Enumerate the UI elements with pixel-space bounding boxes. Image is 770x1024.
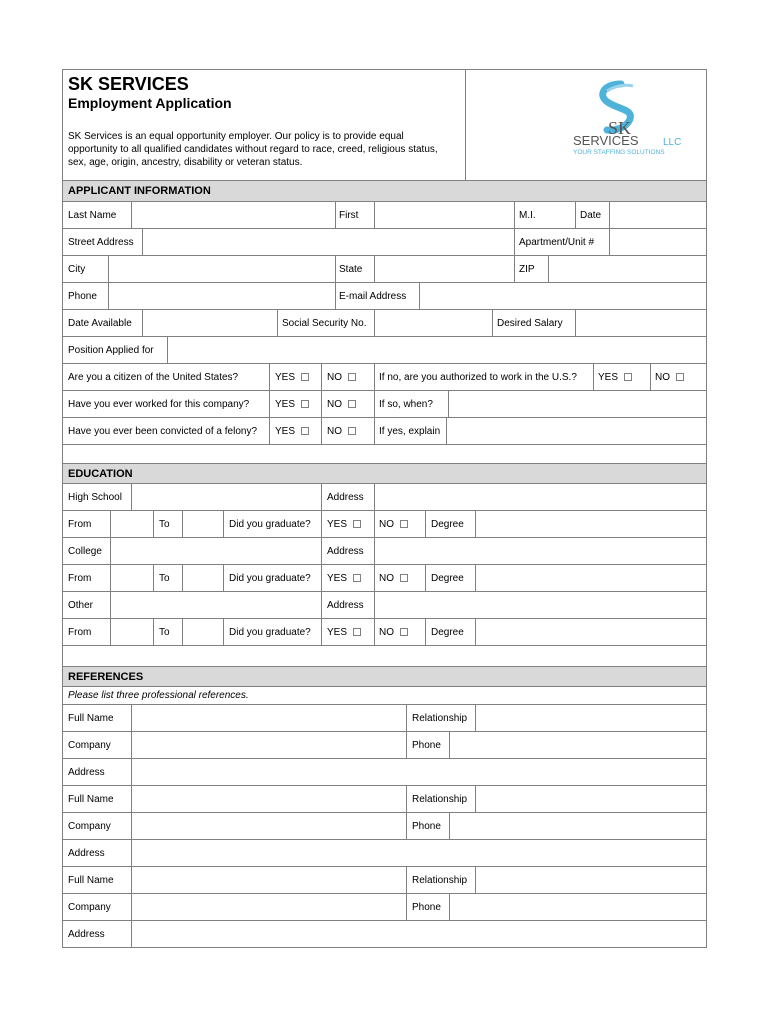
other-school-row [63,591,706,618]
other-school-field[interactable] [111,592,321,618]
checkbox[interactable] [301,400,309,408]
college-row [63,537,706,564]
authorized-yes-option[interactable] [598,364,632,390]
state-label: State [339,263,363,275]
yes-label: YES [327,518,348,530]
worked-row [63,390,706,417]
logo-tagline: YOUR STAFFING SOLUTIONS [573,149,665,156]
form-header [63,70,706,180]
checkbox[interactable] [400,520,408,528]
salary-field[interactable] [576,310,706,336]
company-field[interactable] [132,894,406,920]
form-title: Employment Application [68,95,232,111]
to-field[interactable] [183,619,223,645]
relationship-field[interactable] [476,867,706,893]
checkbox[interactable] [400,574,408,582]
full-name-label: Full Name [68,874,114,886]
checkbox[interactable] [353,628,361,636]
no-label: NO [379,572,394,584]
email-field[interactable] [420,283,706,309]
full-name-field[interactable] [132,705,406,731]
position-label: Position Applied for [68,344,154,356]
to-label: To [159,626,170,638]
address-label: Address [68,928,105,940]
to-field[interactable] [183,565,223,591]
yes-label: YES [327,572,348,584]
address-label: Address [68,847,105,859]
zip-label: ZIP [519,263,535,275]
checkbox[interactable] [348,373,356,381]
applicant-heading: APPLICANT INFORMATION [68,185,211,197]
checkbox[interactable] [301,373,309,381]
checkbox[interactable] [624,373,632,381]
phone-label: Phone [412,901,441,913]
from-label: From [68,626,92,638]
graduate-yes-option[interactable] [327,619,361,645]
phone-label: Phone [68,290,97,302]
mi-label: M.I. [519,209,536,221]
references-note-row [63,686,706,704]
college-label: College [68,545,102,557]
worked-yes-option[interactable] [275,391,309,417]
from-field[interactable] [111,565,153,591]
reference-1-address-row [63,758,706,785]
no-label: NO [327,425,342,437]
spacer [63,645,706,666]
full-name-label: Full Name [68,712,114,724]
checkbox[interactable] [676,373,684,381]
graduate-yes-option[interactable] [327,565,361,591]
checkbox[interactable] [353,520,361,528]
citizen-yes-option[interactable] [275,364,309,390]
explain-label: If yes, explain [379,425,441,437]
date-label: Date [580,209,602,221]
date-field[interactable] [610,202,706,228]
checkbox[interactable] [301,427,309,435]
high-school-dates-row [63,510,706,537]
phone-label: Phone [412,820,441,832]
spacer [63,444,706,463]
college-dates-row [63,564,706,591]
other-label: Other [68,599,94,611]
city-label: City [68,263,86,275]
ssn-field[interactable] [375,310,492,336]
address-label: Address [327,491,364,503]
no-label: NO [327,371,342,383]
relationship-label: Relationship [412,793,468,805]
relationship-label: Relationship [412,874,468,886]
ssn-label: Social Security No. [282,317,367,329]
last-name-label: Last Name [68,209,117,221]
checkbox[interactable] [348,400,356,408]
from-label: From [68,518,92,530]
degree-field[interactable] [476,619,706,645]
address-field[interactable] [132,840,706,866]
zip-field[interactable] [549,256,706,282]
to-field[interactable] [183,511,223,537]
apt-label: Apartment/Unit # [519,236,595,248]
city-field[interactable] [109,256,335,282]
no-label: NO [655,371,670,383]
logo-suffix: LLC [663,137,682,148]
college-field[interactable] [111,538,321,564]
high-school-label: High School [68,491,122,503]
date-available-label: Date Available [68,317,132,329]
checkbox[interactable] [353,574,361,582]
graduate-yes-option[interactable] [327,511,361,537]
full-name-label: Full Name [68,793,114,805]
authorized-question: If no, are you authorized to work in the U.S.? [379,371,577,383]
relationship-label: Relationship [412,712,468,724]
availability-row [63,309,706,336]
high-school-field[interactable] [132,484,321,510]
citizen-no-option[interactable] [327,364,356,390]
relationship-field[interactable] [476,786,706,812]
when-field[interactable] [449,391,706,417]
address-label: Address [327,599,364,611]
reference-3-name-row [63,866,706,893]
position-row [63,336,706,363]
reference-1-company-row [63,731,706,758]
phone-field[interactable] [450,894,706,920]
graduate-question: Did you graduate? [229,572,311,584]
felony-question: Have you ever been convicted of a felony? [68,425,258,437]
relationship-field[interactable] [476,705,706,731]
no-label: NO [379,626,394,638]
company-title: SK SERVICES [68,74,189,94]
date-available-field[interactable] [143,310,277,336]
company-label: Company [68,901,111,913]
sk-services-logo [563,76,708,156]
reference-1-name-row [63,704,706,731]
graduate-no-option[interactable] [379,511,408,537]
reference-2-address-row [63,839,706,866]
felony-row [63,417,706,444]
logo-mark: SK [608,118,632,138]
yes-label: YES [275,425,296,437]
references-section-header [63,666,706,686]
apt-field[interactable] [610,229,706,255]
explain-field[interactable] [447,418,706,444]
when-label: If so, when? [379,398,433,410]
worked-question: Have you ever worked for this company? [68,398,250,410]
graduate-question: Did you graduate? [229,518,311,530]
felony-yes-option[interactable] [275,418,309,444]
application-form [62,69,707,948]
first-name-field[interactable] [375,202,514,228]
phone-label: Phone [412,739,441,751]
graduate-question: Did you graduate? [229,626,311,638]
worked-no-option[interactable] [327,391,356,417]
logo-name: SERVICES [573,133,639,148]
full-name-field[interactable] [132,786,406,812]
company-field[interactable] [132,732,406,758]
degree-field[interactable] [476,565,706,591]
education-section-header [63,463,706,483]
street-field[interactable] [143,229,514,255]
company-field[interactable] [132,813,406,839]
phone-field[interactable] [450,732,706,758]
from-field[interactable] [111,619,153,645]
salary-label: Desired Salary [497,317,563,329]
phone-field[interactable] [450,813,706,839]
email-label: E-mail Address [339,290,407,302]
college-address-field[interactable] [375,538,706,564]
degree-label: Degree [431,572,464,584]
street-label: Street Address [68,236,134,248]
full-name-field[interactable] [132,867,406,893]
checkbox[interactable] [348,427,356,435]
position-field[interactable] [168,337,706,363]
to-label: To [159,518,170,530]
references-heading: REFERENCES [68,671,144,683]
address-label: Address [68,766,105,778]
company-label: Company [68,820,111,832]
phone-row [63,282,706,309]
yes-label: YES [598,371,619,383]
felony-no-option[interactable] [327,418,356,444]
other-dates-row [63,618,706,645]
degree-label: Degree [431,518,464,530]
references-note: Please list three professional references. [68,690,249,701]
citizen-question: Are you a citizen of the United States? [68,371,239,383]
street-row [63,228,706,255]
citizen-row [63,363,706,390]
reference-3-company-row [63,893,706,920]
no-label: NO [327,398,342,410]
graduate-no-option[interactable] [379,619,408,645]
education-heading: EDUCATION [68,468,133,480]
reference-2-company-row [63,812,706,839]
name-row [63,201,706,228]
reference-3-address-row [63,920,706,947]
to-label: To [159,572,170,584]
yes-label: YES [275,371,296,383]
applicant-section-header [63,180,706,201]
from-label: From [68,572,92,584]
degree-field[interactable] [476,511,706,537]
address-label: Address [327,545,364,557]
no-label: NO [379,518,394,530]
authorized-no-option[interactable] [655,364,684,390]
address-field[interactable] [132,759,706,785]
other-address-field[interactable] [375,592,706,618]
graduate-no-option[interactable] [379,565,408,591]
high-school-address-field[interactable] [375,484,706,510]
reference-2-name-row [63,785,706,812]
checkbox[interactable] [400,628,408,636]
yes-label: YES [275,398,296,410]
first-name-label: First [339,209,359,221]
state-field[interactable] [375,256,514,282]
high-school-row [63,483,706,510]
eeo-statement: SK Services is an equal opportunity employer. Our policy is to provide equal opportunity to all qualified candidates without regard to race, creed, religious status, sex, age, origin, ancestry, disability or veteran status. [68,131,438,168]
company-label: Company [68,739,111,751]
from-field[interactable] [111,511,153,537]
yes-label: YES [327,626,348,638]
city-row [63,255,706,282]
address-field[interactable] [132,921,706,947]
last-name-field[interactable] [132,202,335,228]
phone-field[interactable] [109,283,335,309]
degree-label: Degree [431,626,464,638]
